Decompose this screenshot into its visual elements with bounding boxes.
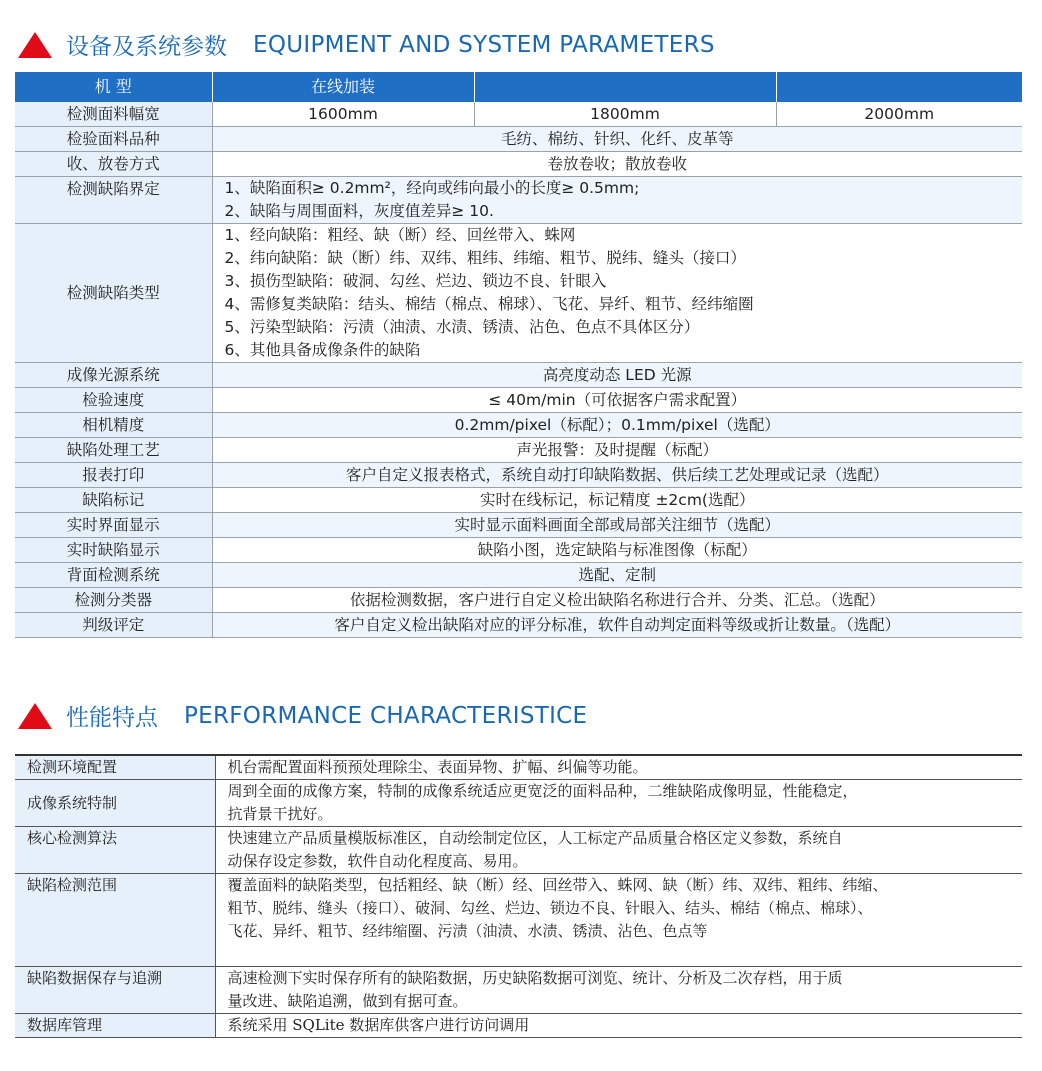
header-model-label: 机 型 [15,72,212,102]
text-line: 动保存设定参数，软件自动化程度高、易用。 [227,852,528,870]
defect-type-line: 1、经向缺陷：粗经、缺（断）经、回丝带入、蛛网 [224,226,576,244]
red-triangle-icon [18,32,52,58]
text-line: 高速检测下实时保存所有的缺陷数据，历史缺陷数据可浏览、统计、分析及二次存档，用于质 [227,969,843,987]
defect-type-line: 2、纬向缺陷：缺（断）纬、双纬、粗纬、纬缩、粗节、脱纬、缝头（接口） [224,249,746,267]
width-1600: 1600mm [212,102,474,127]
section-heading-performance [18,699,587,732]
section-heading-equipment [18,28,715,61]
defect-type-line: 3、损伤型缺陷：破洞、勾丝、烂边、锁边不良、针眼入 [224,272,607,290]
text-line: 粗节、脱纬、缝头（接口）、破洞、勾丝、烂边、锁边不良、针眼入、结头、棉结（棉点、棉球）、 [227,899,873,917]
table-header-row [15,72,1022,102]
red-triangle-icon [18,703,52,729]
defect-type-line: 5、污染型缺陷：污渍（油渍、水渍、锈渍、沾色、色点不具体区分） [224,318,700,336]
row-label: 实时缺陷显示 [15,538,212,563]
table-row [15,463,1022,488]
table-row [15,413,1022,438]
table-row [15,363,1022,388]
row-label: 检测面料幅宽 [15,102,212,127]
table-row [15,613,1022,638]
row-value: 系统采用 SQLite 数据库供客户进行访问调用 [215,1014,1022,1038]
table-row [15,388,1022,413]
table-row [15,967,1022,1014]
header-col3 [474,72,776,102]
section-title-en: EQUIPMENT AND SYSTEM PARAMETERS [253,31,715,58]
table-row [15,177,1022,224]
text-line: 覆盖面料的缺陷类型，包括粗经、缺（断）经、回丝带入、蛛网、缺（断）纬、双纬、粗纬、纬缩、 [227,876,888,894]
row-label: 检测分类器 [15,588,212,613]
row-label: 数据库管理 [15,1014,215,1038]
row-label: 判级评定 [15,613,212,638]
row-value-lines [215,967,1022,1014]
section-title-cn: 设备及系统参数 [66,34,227,60]
table-row [15,1014,1022,1038]
row-label: 检测缺陷类型 [15,224,212,363]
table-row [15,563,1022,588]
row-value: 0.2mm/pixel（标配）；0.1mm/pixel（选配） [212,413,1022,438]
row-label: 相机精度 [15,413,212,438]
row-value: 缺陷小图，选定缺陷与标准图像（标配） [212,538,1022,563]
row-value: ≤ 40m/min（可依据客户需求配置） [212,388,1022,413]
row-label: 检测缺陷界定 [15,177,212,224]
row-value-lines [215,874,1022,967]
row-label: 缺陷检测范围 [15,874,215,967]
table-row [15,488,1022,513]
defect-definition-line: 2、缺陷与周围面料，灰度值差异≥ 10. [224,202,494,220]
defect-type-line: 6、其他具备成像条件的缺陷 [224,341,421,359]
text-line: 飞花、异纤、粗节、经纬缩圈、污渍（油渍、水渍、锈渍、沾色、色点等 [227,922,708,940]
table-row [15,127,1022,152]
table-row [15,513,1022,538]
row-label: 核心检测算法 [15,827,215,874]
row-label: 检测环境配置 [15,755,215,780]
row-label: 检验面料品种 [15,127,212,152]
width-1800: 1800mm [474,102,776,127]
text-line: 抗背景干扰好。 [227,805,333,823]
table-row [15,538,1022,563]
header-model-value: 在线加装 [212,72,474,102]
table-row [15,874,1022,967]
row-label: 成像光源系统 [15,363,212,388]
row-value: 客户自定义检出缺陷对应的评分标准，软件自动判定面料等级或折让数量。（选配） [212,613,1022,638]
row-value: 机台需配置面料预预处理除尘、表面异物、扩幅、纠偏等功能。 [215,755,1022,780]
row-value: 客户自定义报表格式，系统自动打印缺陷数据、供后续工艺处理或记录（选配） [212,463,1022,488]
row-value-lines [215,780,1022,827]
row-value: 高亮度动态 LED 光源 [212,363,1022,388]
row-value-lines [212,224,1022,363]
row-label: 检验速度 [15,388,212,413]
equipment-parameters-table [15,72,1022,638]
section-title-en: PERFORMANCE CHARACTERISTICE [184,702,588,729]
row-label: 实时界面显示 [15,513,212,538]
defect-definition-line: 1、缺陷面积≥ 0.2mm²，经向或纬向最小的长度≥ 0.5mm; [224,179,640,197]
row-value: 毛纺、棉纺、针织、化纤、皮革等 [212,127,1022,152]
width-2000: 2000mm [776,102,1022,127]
row-value: 选配、定制 [212,563,1022,588]
table-row [15,588,1022,613]
header-col4 [776,72,1022,102]
table-row [15,438,1022,463]
table-row [15,224,1022,363]
text-line: 量改进、缺陷追溯，做到有据可查。 [227,992,468,1010]
defect-type-line: 4、需修复类缺陷：结头、棉结（棉点、棉球）、飞花、异纤、粗节、经纬缩圈 [224,295,754,313]
table-row [15,755,1022,780]
text-line: 快速建立产品质量模版标准区，自动绘制定位区，人工标定产品质量合格区定义参数，系统自 [227,829,843,847]
row-value: 实时显示面料画面全部或局部关注细节（选配） [212,513,1022,538]
row-value: 实时在线标记，标记精度 ±2cm(选配） [212,488,1022,513]
row-label: 成像系统特制 [15,780,215,827]
table-row [15,102,1022,127]
row-label: 缺陷处理工艺 [15,438,212,463]
text-line: 周到全面的成像方案，特制的成像系统适应更宽泛的面料品种，二维缺陷成像明显，性能稳定， [227,782,858,800]
row-value: 声光报警：及时提醒（标配） [212,438,1022,463]
row-label: 背面检测系统 [15,563,212,588]
row-label: 缺陷数据保存与追溯 [15,967,215,1014]
table-row [15,780,1022,827]
performance-characteristics-table [15,754,1022,1038]
section-title-cn: 性能特点 [66,705,158,731]
table-row [15,827,1022,874]
table-row [15,152,1022,177]
row-label: 缺陷标记 [15,488,212,513]
row-label: 报表打印 [15,463,212,488]
row-label: 收、放卷方式 [15,152,212,177]
row-value-lines [215,827,1022,874]
row-value: 依据检测数据，客户进行自定义检出缺陷名称进行合并、分类、汇总。（选配） [212,588,1022,613]
row-value-lines [212,177,1022,224]
row-value: 卷放卷收；散放卷收 [212,152,1022,177]
